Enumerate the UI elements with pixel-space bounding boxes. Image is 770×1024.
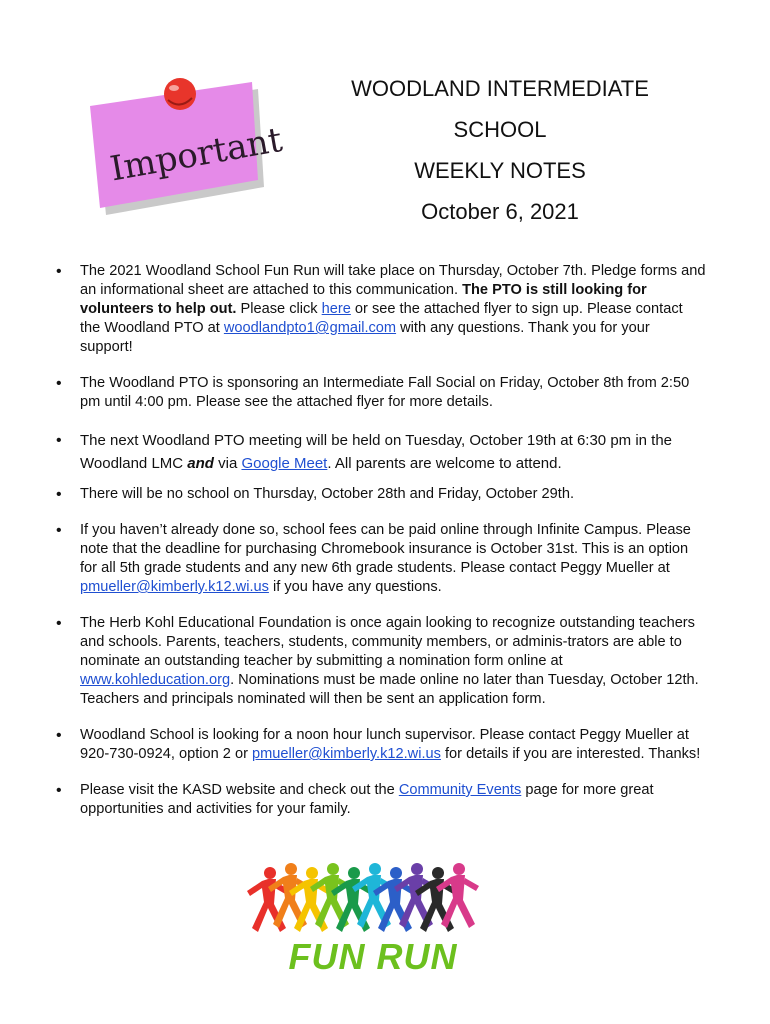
- pmueller-email-link[interactable]: pmueller@kimberly.k12.wi.us: [80, 579, 269, 595]
- sticky-note-text: Important: [107, 119, 286, 190]
- kohleducation-link[interactable]: www.kohleducation.org: [80, 672, 231, 688]
- important-sticky-note-graphic: [82, 70, 286, 220]
- note-fun-run: • The 2021 Woodland School Fun Run will take place on Thursday, October 7th. Pledge forms and an informational sheet are attached to this communication. The PTO is still looking for volunteers to help out. Please click here or see the attached flyer to sign up. Please contact the Woodland PTO at woodlandpto1@gmail.com with any questions. Thank you for your support!: [56, 262, 706, 357]
- header-school-line1: WOODLAND INTERMEDIATE: [351, 76, 649, 101]
- community-events-link[interactable]: Community Events: [398, 782, 522, 798]
- note-school-fees: • If you haven’t already done so, school fees can be paid online through Infinite Campus. Please note that the deadline for purchasing Chromebook insurance is October 31st. This is an option for all 5th grade students and any new 6th grade students. Please contact Peggy Mueller at pmueller@kimberly.k12.wi.us if you have any questions.: [56, 521, 706, 597]
- page-header: [300, 68, 700, 232]
- note-no-school: • There will be no school on Thursday, October 28th and Friday, October 29th.: [56, 485, 706, 504]
- runner-silhouette-icon: [247, 867, 290, 932]
- header-weekly-notes: WEEKLY NOTES: [414, 158, 586, 183]
- runners-graphic: [248, 860, 478, 940]
- fun-run-logo-text: FUN RUN: [288, 936, 458, 977]
- fun-run-logo: [248, 860, 478, 985]
- note-fall-social: • The Woodland PTO is sponsoring an Intermediate Fall Social on Friday, October 8th from 2:50 pm until 4:00 pm. Please see the attached flyer for more details.: [56, 374, 706, 412]
- pto-email-link[interactable]: woodlandpto1@gmail.com: [223, 320, 397, 336]
- pmueller-email-link-2[interactable]: pmueller@kimberly.k12.wi.us: [252, 746, 441, 762]
- header-school-line2: SCHOOL: [453, 117, 547, 142]
- weekly-notes-list: [56, 262, 706, 836]
- signup-here-link[interactable]: here: [321, 301, 351, 317]
- note-pto-meeting: • The next Woodland PTO meeting will be held on Tuesday, October 19th at 6:30 pm in the Woodland LMC and via Google Meet. All parents are welcome to attend.: [56, 429, 706, 475]
- note-herb-kohl: • The Herb Kohl Educational Foundation is once again looking to recognize outstanding teachers and schools. Parents, teachers, students, community members, or adminis-trators are able to nominate an outstanding teacher by submitting a nomination form online at www.kohleducation.org. Nominations must be made online no later than Tuesday, October 12th. Teachers and principals nominated will then be sent an application form.: [56, 614, 706, 709]
- note-community-events: • Please visit the KASD website and check out the Community Events page for more great opportunities and activities for your family.: [56, 781, 706, 819]
- header-date: October 6, 2021: [421, 199, 579, 224]
- note-lunch-supervisor: • Woodland School is looking for a noon hour lunch supervisor. Please contact Peggy Mueller at 920-730-0924, option 2 or pmueller@kimberly.k12.wi.us for details if you are interested. Thanks!: [56, 726, 706, 764]
- google-meet-link[interactable]: Google Meet: [241, 455, 328, 472]
- volunteer-callout: The PTO is still looking for volunteers to help out.: [80, 282, 647, 317]
